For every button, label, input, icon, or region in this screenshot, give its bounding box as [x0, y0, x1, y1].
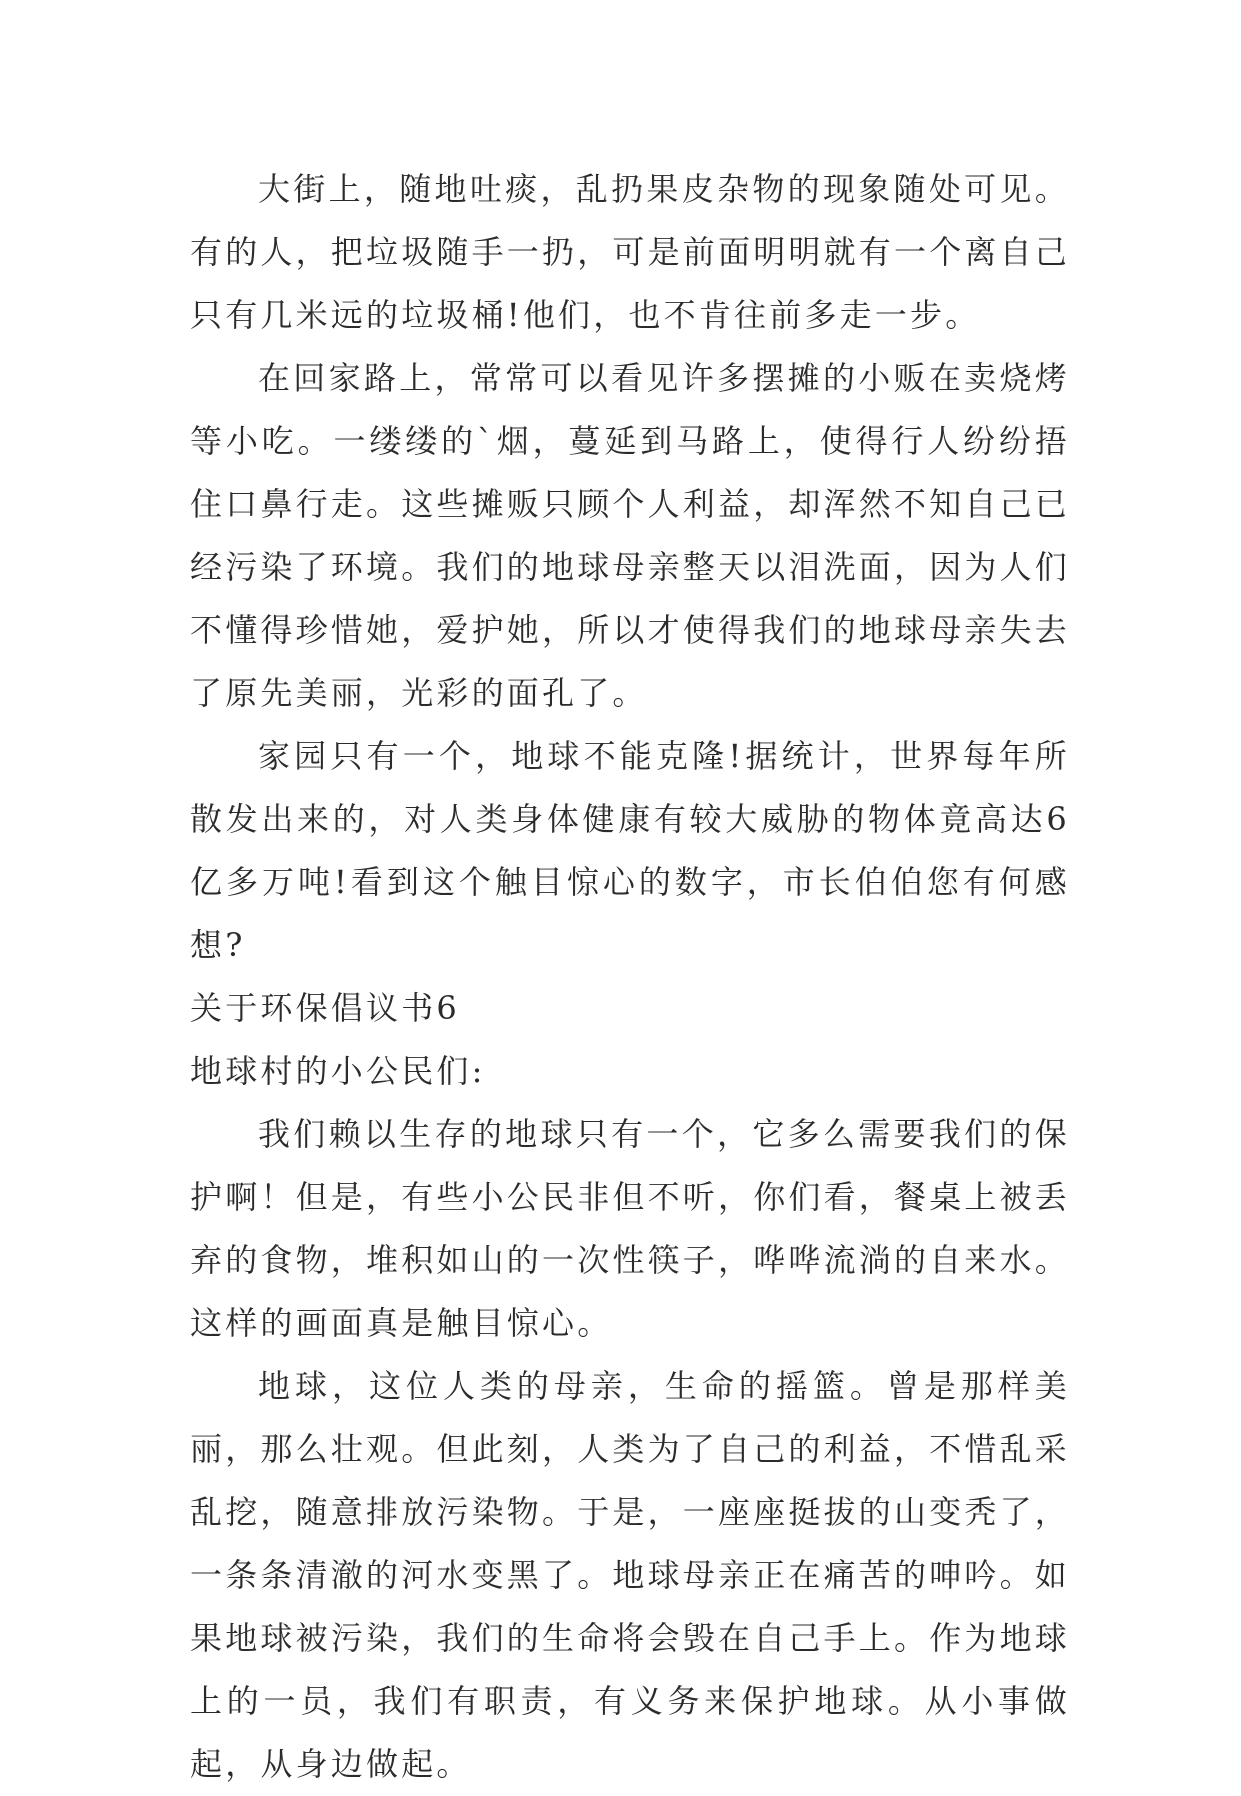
paragraph-earth-mother: 地球，这位人类的母亲，生命的摇篮。曾是那样美丽，那么壮观。但此刻，人类为了自己的利益，不惜乱采乱挖，随意排放污染物。于是，一座座挺拔的山变秃了，一条条清澈的河水变黑了。地球母亲正在痛苦的呻吟。如果地球被污染，我们的生命将会毁在自己手上。作为地球上的一员，我们有职责，有义务来保护地球。从小事做起，从身边做起。 [190, 1367, 1071, 1783]
paragraph-littering: 大街上，随地吐痰，乱扔果皮杂物的现象随处可见。有的人，把垃圾随手一扔，可是前面明明就有一个离自己只有几米远的垃圾桶!他们，也不肯往前多走一步。 [190, 170, 1071, 334]
paragraph-street-vendors: 在回家路上，常常可以看见许多摆摊的小贩在卖烧烤等小吃。一缕缕的`烟，蔓延到马路上，使得行人纷纷捂住口鼻行走。这些摊贩只顾个人利益，却浑然不知自己已经污染了环境。我们的地球母亲整天以泪洗面，因为人们不懂得珍惜她，爱护她，所以才使得我们的地球母亲失去了原先美丽，光彩的面孔了。 [190, 359, 1071, 712]
document-body [190, 158, 1070, 1796]
paragraph-protect-earth: 我们赖以生存的地球只有一个，它多么需要我们的保护啊！但是，有些小公民非但不听，你们看，餐桌上被丢弃的食物，堆积如山的一次性筷子，哗哗流淌的自来水。这样的画面真是触目惊心。 [190, 1115, 1071, 1342]
section-title: 关于环保倡议书6 [190, 989, 460, 1027]
paragraph-pollution-statistics: 家园只有一个，地球不能克隆!据统计，世界每年所散发出来的，对人类身体健康有较大威胁的物体竟高达6亿多万吨!看到这个触目惊心的数字，市长伯伯您有何感想? [190, 737, 1070, 964]
salutation: 地球村的小公民们: [190, 1052, 486, 1090]
